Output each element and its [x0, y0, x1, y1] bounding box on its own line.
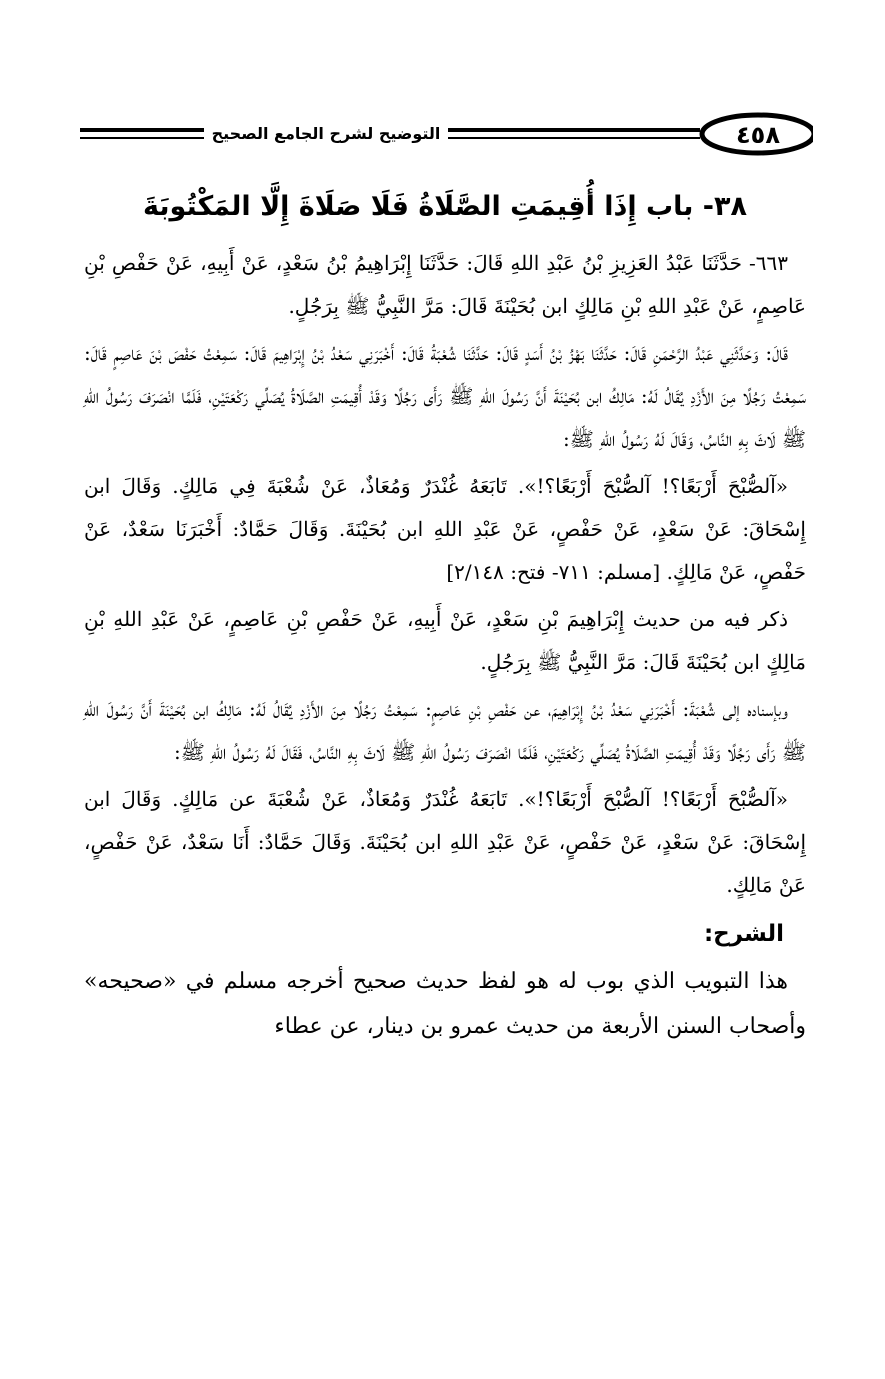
page-content — [84, 178, 806, 1053]
commentary-paragraph-2: وبإسناده إلى شُعْبَةَ: أَخْبَرَنِي سَعْدُ بْنُ إِبْرَاهِيمَ، عن حَفْصِ بْنِ عَاصِمٍ: سَمِعْتُ رَجُلًا مِنَ الأَزْدِ يُقَالُ لَهُ: مَالِكُ ابن بُحَيْنَةَ أَنَّ رَسُولَ اللهِ ﷺ رَأَى رَجُلًا وَقَدْ أُقِيمَتِ الصَّلَاةُ يُصَلِّي رَكْعَتَيْنِ، فَلَمَّا انْصَرَفَ رَسُولُ اللهِ ﷺ لَاثَ بِهِ النَّاسُ، فَقَالَ لَهُ رَسُولُ اللهِ ﷺ: — [84, 697, 806, 764]
running-title: التوضيح لشرح الجامع الصحيح — [208, 120, 444, 148]
commentary-paragraph-1: ذكر فيه من حديث إِبْرَاهِيمَ بْنِ سَعْدٍ، عَنْ أَبِيهِ، عَنْ حَفْصِ بْنِ عَاصِمٍ، عَنْ عَبْدِ اللهِ بْنِ مَالِكٍ ابن بُحَيْنَةَ قَالَ: مَرَّ النَّبِيُّ ﷺ بِرَجُلٍ. — [84, 607, 806, 674]
running-header — [78, 112, 813, 156]
commentary-paragraph-3: «آلصُّبْحَ أَرْبَعًا؟! آلصُّبْحَ أَرْبَعًا؟!». تَابَعَهُ غُنْدَرٌ وَمُعَاذٌ، عَنْ شُعْبَةَ عن مَالِكٍ. وَقَالَ ابن إِسْحَاقَ: عَنْ سَعْدٍ، عَنْ حَفْصٍ، عَنْ عَبْدِ اللهِ ابن بُحَيْنَةَ. وَقَالَ حَمَّادٌ: أَنَا سَعْدٌ، عَنْ حَفْصٍ، عَنْ مَالِكٍ. — [84, 787, 806, 897]
hadith-paragraph-1: ٦٦٣- حَدَّثَنَا عَبْدُ العَزِيزِ بْنُ عَبْدِ اللهِ قَالَ: حَدَّثَنَا إِبْرَاهِيمُ بْنُ سَعْدٍ، عَنْ أَبِيهِ، عَنْ حَفْصِ بْنِ عَاصِمٍ، عَنْ عَبْدِ اللهِ بْنِ مَالِكٍ ابن بُحَيْنَةَ قَالَ: مَرَّ النَّبِيُّ ﷺ بِرَجُلٍ. — [84, 251, 806, 318]
sharh-paragraph: هذا التبويب الذي بوب له هو لفظ حديث صحيح أخرجه مسلم في «صحيحه» وأصحاب السنن الأربعة من حديث عمرو بن دينار، عن عطاء — [84, 969, 806, 1039]
page-number: ٤٥٨ — [736, 121, 780, 149]
sharh-heading: الشرح: — [703, 921, 784, 947]
hadith-paragraph-3: «آلصُّبْحَ أَرْبَعًا؟! آلصُّبْحَ أَرْبَعًا؟!». تَابَعَهُ غُنْدَرٌ وَمُعَاذٌ، عَنْ شُعْبَةَ فِي مَالِكٍ. وَقَالَ ابن إِسْحَاقَ: عَنْ سَعْدٍ، عَنْ حَفْصٍ، عَنْ عَبْدِ اللهِ ابن بُحَيْنَةَ. وَقَالَ حَمَّادٌ: أَخْبَرَنَا سَعْدٌ، عَنْ حَفْصٍ، عَنْ مَالِكٍ. [مسلم: ٧١١- فتح: ٢/١٤٨] — [84, 474, 806, 584]
chapter-title: ٣٨- باب إِذَا أُقِيمَتِ الصَّلَاةُ فَلَا صَلَاةَ إِلَّا المَكْتُوبَةَ — [143, 191, 747, 222]
hadith-paragraph-2: قَالَ: وَحَدَّثَنِي عَبْدُ الرَّحْمَنِ قَالَ: حَدَّثَنَا بَهْزُ بْنُ أَسَدٍ قَالَ: حَدَّثَنَا شُعْبَةُ قَالَ: أَخْبَرَنِي سَعْدُ بْنُ إِبْرَاهِيمَ قَالَ: سَمِعْتُ حَفْصَ بْنَ عَاصِمٍ قَالَ: سَمِعْتُ رَجُلًا مِنَ الأَزْدِ يُقَالُ لَهُ: مَالِكُ ابن بُحَيْنَةَ أَنَّ رَسُولَ اللهِ ﷺ رَأَى رَجُلًا وَقَدْ أُقِيمَتِ الصَّلَاةُ يُصَلِّي رَكْعَتَيْنِ، فَلَمَّا انْصَرَفَ رَسُولُ اللهِ ﷺ لَاثَ بِهِ النَّاسُ، وَقَالَ لَهُ رَسُولُ اللهِ ﷺ: — [84, 341, 806, 451]
